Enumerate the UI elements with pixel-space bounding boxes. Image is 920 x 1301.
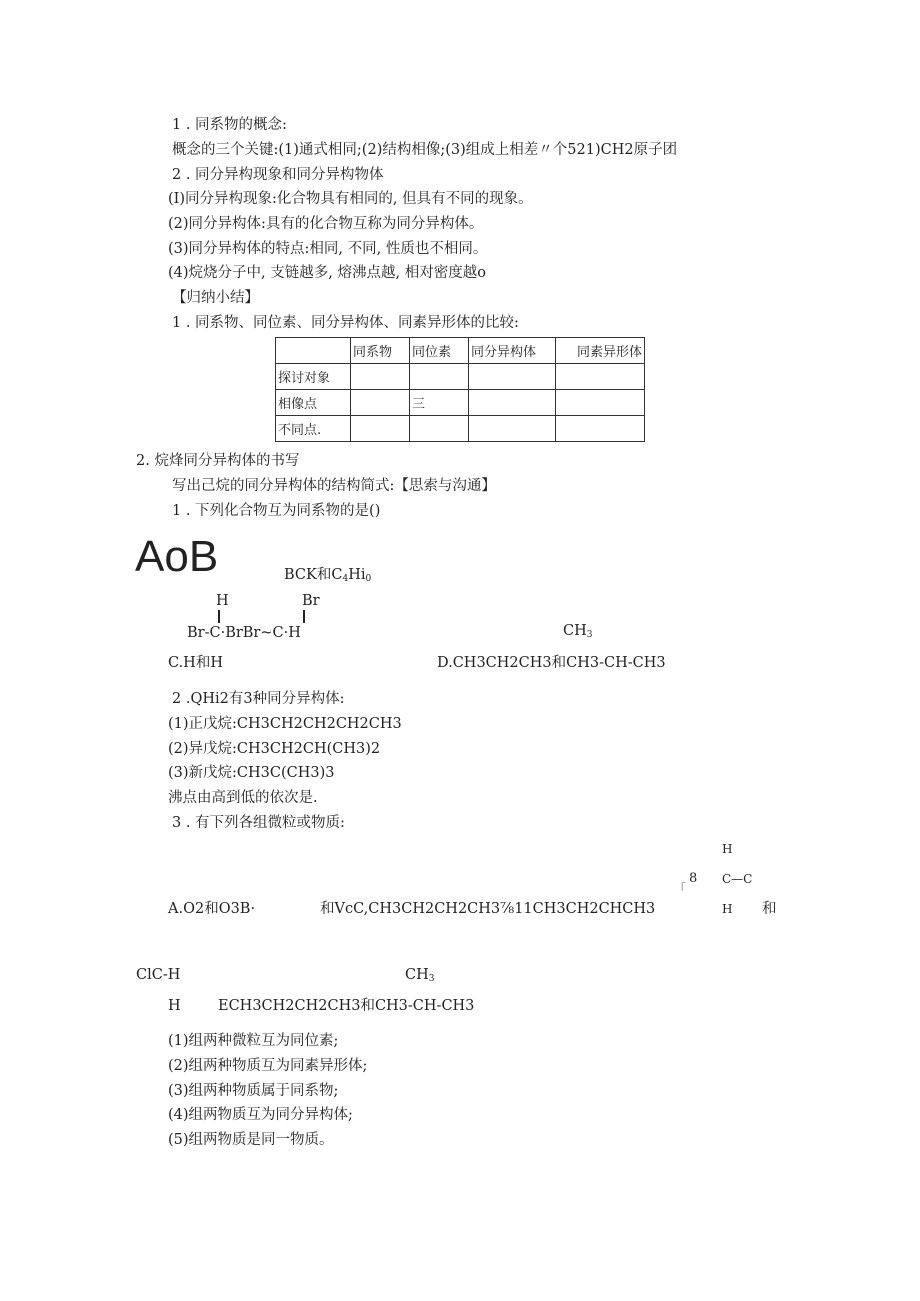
struct-h-top: H [216,593,229,609]
option-c: C.H和H [168,655,223,671]
bond-line [218,610,220,623]
q3-sub-5: (5)组两物质是同一物质。 [168,1132,334,1148]
struct-brc: Br-C·BrBr~C·H [187,625,301,641]
struct-ch3-top: $CH_3$ [563,623,593,640]
atom-h-bottom: H [722,902,733,916]
table-header-row [276,338,645,364]
text-line-10: 2. 烷烽同分异构体的书写 [136,453,300,469]
option-d: D.CH3CH2CH3和CH3-CH-CH3 [437,655,666,671]
text-line-1: 1 . 同系物的概念: [172,117,287,133]
struct-h: H [168,998,181,1014]
table-header-cell: 同位素 [410,338,469,364]
table-row [276,364,645,390]
table-cell [556,390,645,416]
q3-sub-3: (3)组两种物质属于同系物; [168,1083,339,1099]
option-e: ECH3CH2CH2CH3和CH3-CH-CH3 [218,998,475,1014]
text-line-7: (4)烷烧分子中, 支链越多, 熔沸点越, 相对密度越o [168,265,486,281]
table-row [276,390,645,416]
bond-cc: C—C [722,872,753,886]
and-label: 和 [762,901,777,917]
table-cell: 相像点 [276,390,351,416]
table-cell [351,416,410,442]
table-header-cell [276,338,351,364]
q3-intro: 3 . 有下列各组微粒或物质: [172,815,345,831]
text-line-2: 概念的三个关键:(1)通式相同;(2)结构相像;(3)组成上相差〃个521)CH2原子团 [172,142,678,158]
text-line-6: (3)同分异构体的特点:相同, 不同, 性质也不相同。 [168,241,488,257]
table-cell [556,364,645,390]
option-b-formula: BCK和$C_4Hi_0$ [284,567,372,584]
q3-sub-1: (1)组两种微粒互为同位素; [168,1033,339,1049]
option-a: A.O2和O3B· [168,901,256,917]
q2-line-3: (2)异戊烷:CH3CH2CH(CH3)2 [168,741,381,757]
text-line-9: 1 . 同系物、同位素、同分异构体、同素异形体的比较: [172,315,519,331]
table-cell [556,416,645,442]
table-cell [351,364,410,390]
table-cell [469,390,556,416]
table-cell: 探讨对象 [276,364,351,390]
eight-mark: 8 [689,871,698,886]
table-header-cell: 同分异构体 [469,338,556,364]
comparison-table [275,337,645,442]
tick-mark: 「 [674,882,687,896]
q2-line-5: 沸点由高到低的依次是. [168,790,318,806]
option-b-c: 和VcC,CH3CH2CH2CH3⅞11CH3CH2CHCH3 [320,901,656,917]
bond-line [303,610,305,623]
q3-sub-4: (4)组两物质互为同分异构体; [168,1107,353,1123]
struct-ch3-mid: $CH_3$ [405,967,435,984]
q2-line-4: (3)新戊烷:CH3C(CH3)3 [168,765,335,781]
summary-heading: 【归纳小结】 [172,290,259,306]
table-cell [469,416,556,442]
table-row [276,416,645,442]
q3-sub-2: (2)组两种物质互为同素异形体; [168,1058,368,1074]
text-line-5: (2)同分异构体:具有的化合物互称为同分异构体。 [168,216,484,232]
struct-br-top: Br [302,593,320,609]
table-cell: 不同点. [276,416,351,442]
table-cell [469,364,556,390]
q2-line-1: 2 .QHi2有3种同分异构体: [172,691,345,707]
option-aob: AoB [135,532,219,581]
struct-clc: ClC-H [136,967,181,983]
table-cell [410,416,469,442]
table-header-cell: 同系物 [351,338,410,364]
text-line-11: 写出己烷的同分异构体的结构简式:【思索与沟通】 [172,478,496,494]
table-cell [410,364,469,390]
atom-h-top: H [722,842,733,856]
table-header-cell: 同素异形体 [556,338,645,364]
q2-line-2: (1)正戊烷:CH3CH2CH2CH2CH3 [168,716,402,732]
text-line-3: 2 . 同分异构现象和同分异构物体 [172,167,384,183]
text-line-12: 1 . 下列化合物互为同系物的是() [172,503,381,519]
table-cell: 三 [410,390,469,416]
table-cell [351,390,410,416]
text-line-4: (I)同分异构现象:化合物具有相同的, 但具有不同的现象。 [168,191,533,207]
